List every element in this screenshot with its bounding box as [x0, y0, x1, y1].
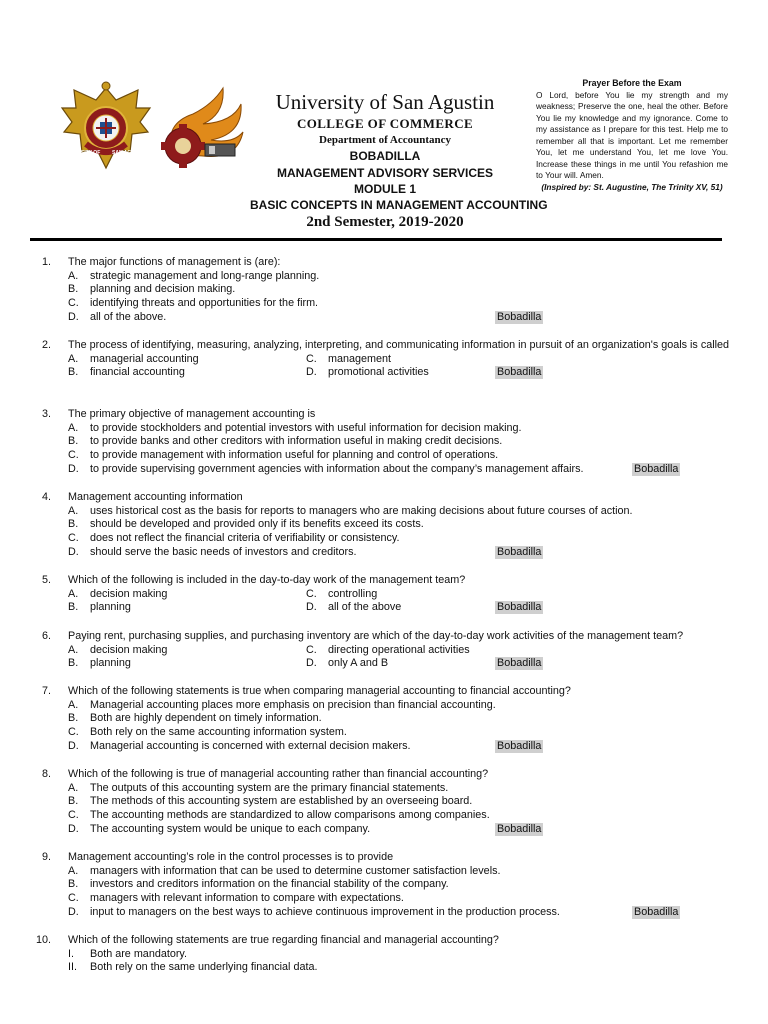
option-text: input to managers on the best ways to achieve continuous improvement in the production process.: [90, 905, 560, 918]
option-letter: B.: [68, 878, 79, 891]
option-d: [42, 463, 732, 477]
topic-title: BASIC CONCEPTS IN MANAGEMENT ACCOUNTING: [250, 198, 548, 212]
option-text: promotional activities: [328, 366, 429, 379]
option-letter: B.: [68, 366, 79, 379]
option-letter: B.: [68, 795, 79, 808]
question-number: 8.: [42, 768, 52, 780]
option-text: managers with information that can be used to determine customer satisfaction levels.: [90, 864, 501, 877]
option-letter: B.: [68, 435, 79, 448]
question-10: [36, 934, 732, 975]
option-row-1: [42, 588, 732, 602]
option-text: decision making: [90, 587, 168, 600]
option-text: should be developed and provided only if its benefits exceed its costs.: [90, 518, 424, 531]
question-text: Which of the following is included in the day-to-day work of the management team?: [68, 574, 466, 586]
option-d: [42, 906, 732, 920]
option-text: directing operational activities: [328, 643, 470, 656]
author-tag: Bobadilla: [497, 822, 542, 835]
question-number: 6.: [42, 630, 52, 642]
college-emblem-logo: [153, 84, 249, 180]
seal-text-right: SAN AGUSTIN: [112, 150, 147, 156]
option-text: strategic management and long-range planning.: [90, 269, 320, 282]
question-number: 7.: [42, 685, 52, 697]
question-text: The primary objective of management accounting is: [68, 408, 316, 420]
option-a: [42, 505, 732, 519]
option-letter: A.: [68, 269, 79, 282]
option-letter: D.: [306, 657, 317, 670]
option-letter: A.: [68, 587, 79, 600]
question-text: Which of the following is true of managerial accounting rather than financial accounting?: [68, 768, 489, 780]
option-letter: C.: [68, 532, 79, 545]
question-number: 2.: [42, 339, 52, 351]
option-letter: B.: [68, 601, 79, 614]
option-d: [42, 546, 732, 560]
author-tag: Bobadilla: [497, 545, 542, 558]
option-text: decision making: [90, 643, 168, 656]
option-row-2: [42, 366, 732, 380]
option-letter: B.: [68, 712, 79, 725]
question-text: The major functions of management is (are):: [68, 256, 281, 268]
option-text: Managerial accounting is concerned with external decision makers.: [90, 739, 411, 752]
option-a: [42, 699, 732, 713]
option-letter: B.: [68, 657, 79, 670]
option-letter: A.: [68, 698, 79, 711]
option-d: [42, 823, 732, 837]
option-a: [42, 270, 732, 284]
option-b: [42, 712, 732, 726]
option-text: uses historical cost as the basis for reports to managers who are making decisions about future courses of action.: [90, 504, 633, 517]
option-c: [42, 809, 732, 823]
question-5: [42, 574, 732, 615]
semester: 2nd Semester, 2019-2020: [306, 214, 464, 230]
option-row-2: [42, 601, 732, 615]
option-b: [42, 435, 732, 449]
author-name: BOBADILLA: [349, 149, 421, 163]
option-text: planning: [90, 601, 131, 614]
option-text: investors and creditors information on the financial stability of the company.: [90, 878, 449, 891]
option-letter: B.: [68, 518, 79, 531]
option-text: management: [328, 352, 392, 365]
question-4: [42, 491, 732, 559]
author-tag: Bobadilla: [497, 739, 542, 752]
prayer-body: O Lord, before You lie my strength and my weakness; Preserve the one, heal the other. Before You lie my knowledge and my ignorance. Come to my assistance as I prepare for this test. Help me to remember all that is important. Let me remember You, let me understand You, let me love You. Increase these things in me until You refashion me to Your will. Amen.: [536, 89, 728, 180]
option-ii: [42, 961, 732, 975]
option-text: controlling: [328, 587, 378, 600]
option-letter: D.: [68, 462, 79, 475]
option-text: Both are highly dependent on timely information.: [90, 712, 322, 725]
option-letter: D.: [306, 601, 317, 614]
module-title: MODULE 1: [353, 182, 416, 196]
option-a: [42, 865, 732, 879]
option-text: only A and B: [328, 657, 389, 670]
question-text: The process of identifying, measuring, analyzing, interpreting, and communicating information in pursuit of an organization's goals is called: [68, 339, 730, 351]
option-text: The methods of this accounting system are established by an overseeing board.: [90, 795, 473, 808]
question-6: [42, 630, 732, 671]
option-text: all of the above.: [90, 310, 167, 323]
prayer-box: [536, 78, 728, 193]
option-text: managers with relevant information to compare with expectations.: [90, 892, 404, 905]
option-letter: D.: [68, 739, 79, 752]
option-letter: II.: [68, 961, 77, 974]
question-3: [42, 408, 732, 476]
option-letter: C.: [306, 643, 317, 656]
header-divider: [30, 238, 722, 241]
option-letter: D.: [68, 310, 79, 323]
option-letter: C.: [68, 297, 79, 310]
option-row-1: [42, 353, 732, 367]
option-text: to provide banks and other creditors with information useful in making credit decisions.: [90, 435, 503, 448]
subject-title: MANAGEMENT ADVISORY SERVICES: [276, 166, 494, 180]
question-text: Paying rent, purchasing supplies, and purchasing inventory are which of the day-to-day work activities of the management team?: [68, 630, 684, 642]
option-c: [42, 892, 732, 906]
option-letter: D.: [306, 366, 317, 379]
option-text: all of the above: [328, 601, 402, 614]
option-d: [42, 311, 732, 325]
question-number: 1.: [42, 256, 52, 268]
university-seal-logo: [56, 78, 156, 178]
option-letter: A.: [68, 421, 79, 434]
question-number: 5.: [42, 574, 52, 586]
option-i: [42, 948, 732, 962]
question-number: 3.: [42, 408, 52, 420]
university-name: University of San Agustin: [275, 90, 495, 114]
option-b: [42, 878, 732, 892]
prayer-credit: (Inspired by: St. Augustine, The Trinity XV, 51): [541, 181, 723, 192]
author-tag: Bobadilla: [497, 657, 542, 670]
question-7: [42, 685, 732, 753]
question-1: [42, 256, 732, 324]
option-d: [42, 740, 732, 754]
question-9: [42, 851, 732, 919]
option-letter: C.: [306, 587, 317, 600]
option-letter: D.: [68, 822, 79, 835]
option-text: Both are mandatory.: [90, 947, 188, 960]
option-text: to provide management with information useful for planning and control of operations.: [90, 449, 499, 462]
question-text: Management accounting information: [68, 491, 243, 503]
seal-text-left: UNIVERSITY OF: [62, 150, 101, 156]
option-text: planning: [90, 657, 131, 670]
option-letter: A.: [68, 643, 79, 656]
option-text: Both rely on the same accounting information system.: [90, 726, 347, 739]
option-text: The accounting methods are standardized to allow comparisons among companies.: [90, 809, 490, 822]
option-letter: C.: [68, 449, 79, 462]
author-tag: Bobadilla: [497, 310, 542, 323]
department-name: Department of Accountancy: [319, 134, 451, 146]
option-letter: A.: [68, 352, 79, 365]
option-letter: C.: [68, 726, 79, 739]
option-text: Both rely on the same underlying financial data.: [90, 961, 318, 974]
option-text: managerial accounting: [90, 352, 199, 365]
question-number: 4.: [42, 491, 52, 503]
option-text: does not reflect the financial criteria of verifiability or consistency.: [90, 532, 400, 545]
option-c: [42, 726, 732, 740]
option-row-1: [42, 644, 732, 658]
option-letter: D.: [68, 545, 79, 558]
college-name: COLLEGE OF COMMERCE: [296, 116, 474, 131]
author-tag: Bobadilla: [634, 462, 679, 475]
option-letter: C.: [306, 352, 317, 365]
author-tag: Bobadilla: [497, 601, 542, 614]
question-text: Which of the following statements are true regarding financial and managerial accounting?: [68, 934, 499, 946]
option-a: [42, 422, 732, 436]
question-8: [42, 768, 732, 836]
option-b: [42, 283, 732, 297]
option-text: identifying threats and opportunities for the firm.: [90, 297, 319, 310]
option-letter: C.: [68, 809, 79, 822]
option-letter: A.: [68, 864, 79, 877]
option-c: [42, 297, 732, 311]
option-letter: A.: [68, 781, 79, 794]
question-text: Management accounting’s role in the control processes is to provide: [68, 851, 394, 863]
option-letter: B.: [68, 283, 79, 296]
option-text: The outputs of this accounting system are the primary financial statements.: [90, 781, 449, 794]
option-text: planning and decision making.: [90, 283, 236, 296]
question-2: [42, 339, 732, 380]
option-letter: C.: [68, 892, 79, 905]
author-tag: Bobadilla: [497, 366, 542, 379]
question-number: 10.: [36, 934, 52, 946]
option-text: to provide stockholders and potential investors with useful information for decision making.: [90, 421, 522, 434]
option-row-2: [42, 657, 732, 671]
option-text: to provide supervising government agencies with information about the company’s management affairs.: [90, 462, 584, 475]
option-b: [42, 518, 732, 532]
option-text: should serve the basic needs of investors and creditors.: [90, 545, 357, 558]
option-text: The accounting system would be unique to each company.: [90, 822, 371, 835]
option-b: [42, 795, 732, 809]
option-letter: I.: [68, 947, 74, 960]
author-tag: Bobadilla: [634, 905, 679, 918]
option-a: [42, 782, 732, 796]
option-text: financial accounting: [90, 366, 185, 379]
option-letter: A.: [68, 504, 79, 517]
question-number: 9.: [42, 851, 52, 863]
question-text: Which of the following statements is true when comparing managerial accounting to financial accounting?: [68, 685, 571, 697]
option-letter: D.: [68, 905, 79, 918]
option-c: [42, 532, 732, 546]
option-text: Managerial accounting places more emphasis on precision than financial accounting.: [90, 698, 496, 711]
prayer-title: Prayer Before the Exam: [582, 78, 682, 88]
option-c: [42, 449, 732, 463]
